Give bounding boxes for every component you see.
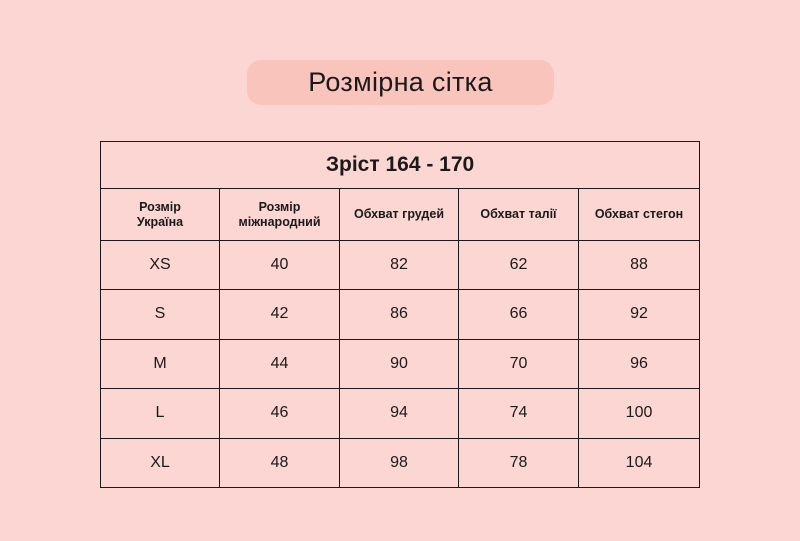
cell-hips: 100 xyxy=(579,389,700,438)
page-title: Розмірна сітка xyxy=(247,60,554,105)
cell-chest: 82 xyxy=(340,240,459,289)
cell-size-ukraine: S xyxy=(101,290,220,339)
table-row xyxy=(101,438,700,487)
cell-chest: 90 xyxy=(340,339,459,388)
cell-chest: 98 xyxy=(340,438,459,487)
cell-hips: 92 xyxy=(579,290,700,339)
header-hips xyxy=(579,189,700,240)
cell-hips: 96 xyxy=(579,339,700,388)
cell-waist: 78 xyxy=(459,438,579,487)
header-size-ukraine-label: Розмір Україна xyxy=(136,199,184,229)
size-chart-table xyxy=(100,141,700,488)
header-chest-label: Обхват грудей xyxy=(353,207,445,222)
header-hips-label: Обхват стегон xyxy=(594,207,684,222)
table-row xyxy=(101,339,700,388)
cell-size-ukraine: XS xyxy=(101,240,220,289)
cell-size-ukraine: L xyxy=(101,389,220,438)
cell-hips: 88 xyxy=(579,240,700,289)
cell-size-international: 46 xyxy=(220,389,340,438)
cell-size-international: 44 xyxy=(220,339,340,388)
header-chest xyxy=(340,189,459,240)
cell-size-international: 48 xyxy=(220,438,340,487)
cell-waist: 66 xyxy=(459,290,579,339)
height-caption: Зріст 164 - 170 xyxy=(101,142,700,189)
header-waist-label: Обхват талії xyxy=(480,207,557,222)
cell-waist: 62 xyxy=(459,240,579,289)
cell-size-ukraine: M xyxy=(101,339,220,388)
table-header-row xyxy=(101,189,700,240)
header-size-ukraine xyxy=(101,189,220,240)
header-size-international-label: Розмір міжнародний xyxy=(238,199,321,229)
cell-chest: 86 xyxy=(340,290,459,339)
cell-waist: 70 xyxy=(459,339,579,388)
header-size-international xyxy=(220,189,340,240)
cell-size-international: 42 xyxy=(220,290,340,339)
cell-hips: 104 xyxy=(579,438,700,487)
cell-size-international: 40 xyxy=(220,240,340,289)
header-waist xyxy=(459,189,579,240)
cell-chest: 94 xyxy=(340,389,459,438)
height-caption-row xyxy=(101,142,700,189)
table-row xyxy=(101,240,700,289)
cell-size-ukraine: XL xyxy=(101,438,220,487)
cell-waist: 74 xyxy=(459,389,579,438)
table-row xyxy=(101,389,700,438)
table-row xyxy=(101,290,700,339)
